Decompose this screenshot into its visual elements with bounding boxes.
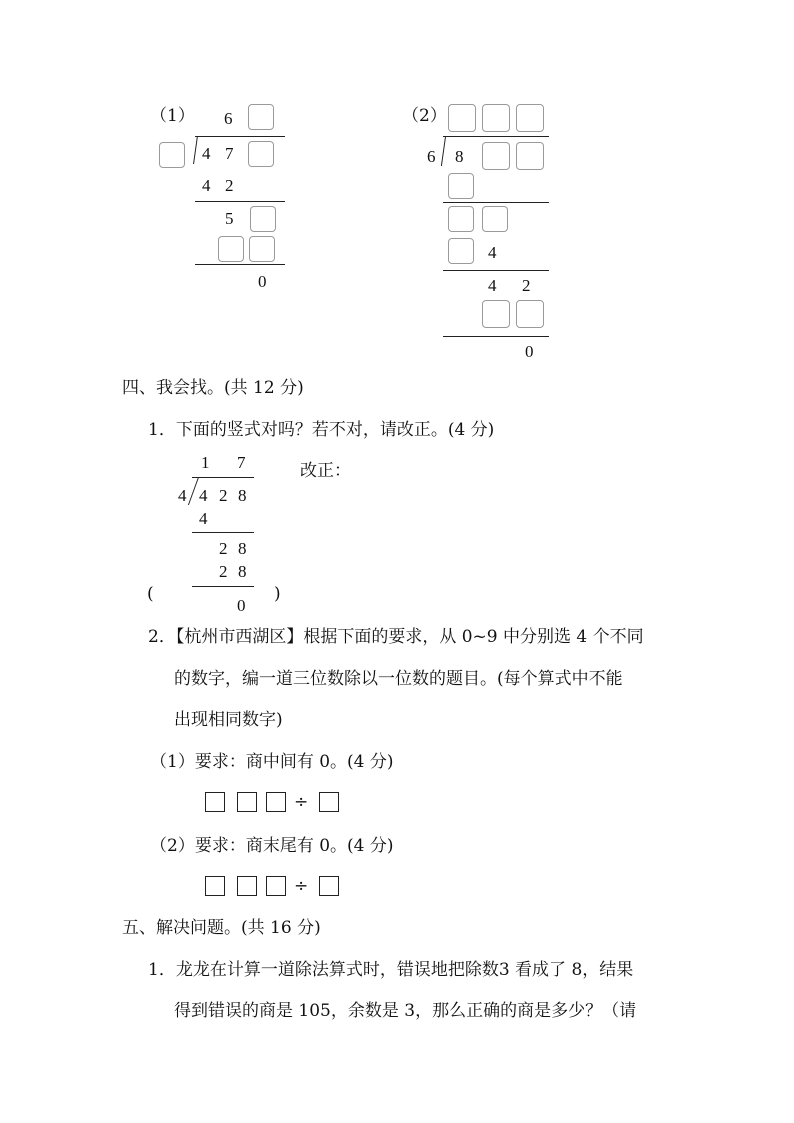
- section-4-q2-line-1: 2．【杭州市西湖区】根据下面的要求，从 0~9 中分别选 4 个不同: [148, 627, 644, 647]
- section-5-q1-line-2: 得到错误的商是 105，余数是 3，那么正确的商是多少？（请: [174, 1001, 637, 1021]
- remainder-blank-box[interactable]: [250, 206, 276, 232]
- dividend-digit: 8: [455, 147, 464, 166]
- answer-paren-open: (: [147, 584, 154, 604]
- dividend-digit: 4: [199, 486, 208, 505]
- step2-digit: 4: [488, 276, 497, 295]
- section-4-q2-sub-1: （1）要求：商中间有 0。(4 分): [150, 752, 394, 772]
- divisor-blank-box[interactable]: [159, 142, 185, 168]
- quotient-blank-box[interactable]: [248, 104, 274, 130]
- subtraction-line: [192, 586, 254, 587]
- division-bar: [443, 136, 549, 137]
- subtraction-line: [443, 336, 549, 337]
- product2-blank-box[interactable]: [249, 236, 275, 262]
- division-bracket: [193, 136, 198, 164]
- subtraction-line: [443, 270, 549, 271]
- dividend-blank-box[interactable]: [516, 142, 544, 170]
- product3-blank-box[interactable]: [482, 300, 510, 328]
- quotient-digit: 1: [201, 453, 210, 472]
- step1-blank-box[interactable]: [482, 206, 508, 232]
- section-4-q2-line-3: 出现相同数字): [174, 710, 283, 730]
- division-bar: [192, 477, 254, 478]
- product1-blank-box[interactable]: [448, 173, 474, 199]
- section-5-q1-line-1: 1．龙龙在计算一道除法算式时，错误地把除数3 看成了 8，结果: [148, 960, 634, 980]
- dividend-digit: 7: [225, 144, 234, 163]
- product2-blank-box[interactable]: [448, 238, 474, 264]
- section-4-q1-text: 1．下面的竖式对吗？若不对，请改正。(4 分): [148, 420, 495, 440]
- product3-blank-box[interactable]: [516, 300, 544, 328]
- divisor-digit: 6: [427, 147, 436, 166]
- dividend-digit: 2: [219, 486, 228, 505]
- product-digit: 2: [225, 176, 234, 195]
- digit-blank-box[interactable]: [266, 876, 286, 896]
- division-sign: ÷: [294, 792, 309, 812]
- division-bracket: [441, 136, 446, 166]
- divisor-digit: 4: [178, 486, 187, 505]
- digit-blank-box[interactable]: [205, 876, 225, 896]
- step2-digit: 2: [522, 276, 531, 295]
- final-remainder: 0: [258, 272, 267, 291]
- step-digit: 2: [219, 539, 228, 558]
- division-sign: ÷: [294, 876, 309, 896]
- final-remainder: 0: [525, 342, 534, 361]
- section-4-q2-sub-2: （2）要求：商末尾有 0。(4 分): [150, 836, 394, 856]
- quotient-digit: 7: [237, 453, 246, 472]
- digit-blank-box[interactable]: [237, 876, 257, 896]
- dividend-digit: 4: [202, 144, 211, 163]
- product-digit: 4: [202, 176, 211, 195]
- digit-blank-box[interactable]: [237, 792, 257, 812]
- digit-blank-box[interactable]: [319, 876, 339, 896]
- problem-2-label: （2）: [402, 106, 447, 126]
- division-bar: [195, 136, 285, 137]
- remainder-digit: 5: [225, 209, 234, 228]
- final-remainder: 0: [237, 596, 246, 615]
- problem-1-label: （1）: [150, 106, 195, 126]
- quotient-blank-box[interactable]: [516, 104, 544, 132]
- quotient-blank-box[interactable]: [448, 104, 476, 132]
- digit-blank-box[interactable]: [205, 792, 225, 812]
- subtract-digit: 8: [238, 562, 247, 581]
- quotient-digit: 6: [224, 109, 233, 128]
- section-4-q2-line-2: 的数字，编一道三位数除以一位数的题目。(每个算式中不能: [174, 669, 623, 689]
- digit-blank-box[interactable]: [266, 792, 286, 812]
- digit-blank-box[interactable]: [319, 792, 339, 812]
- correction-label: 改正：: [300, 461, 351, 481]
- subtraction-line: [443, 202, 549, 203]
- subtraction-line: [195, 201, 285, 202]
- step-digit: 8: [238, 539, 247, 558]
- subtract-digit: 4: [199, 509, 208, 528]
- section-5-title: 五、解决问题。(共 16 分): [122, 918, 321, 938]
- dividend-digit: 8: [238, 486, 247, 505]
- subtraction-line: [195, 264, 285, 265]
- dividend-blank-box[interactable]: [482, 142, 510, 170]
- product2-digit: 4: [488, 243, 497, 262]
- subtract-digit: 2: [219, 562, 228, 581]
- section-4-title: 四、我会找。(共 12 分): [122, 378, 304, 398]
- product2-blank-box[interactable]: [218, 236, 244, 262]
- quotient-blank-box[interactable]: [482, 104, 510, 132]
- answer-paren-close: ): [274, 584, 281, 604]
- step1-blank-box[interactable]: [448, 206, 474, 232]
- dividend-blank-box[interactable]: [248, 141, 274, 167]
- subtraction-line: [192, 532, 254, 533]
- division-bracket: [188, 477, 199, 505]
